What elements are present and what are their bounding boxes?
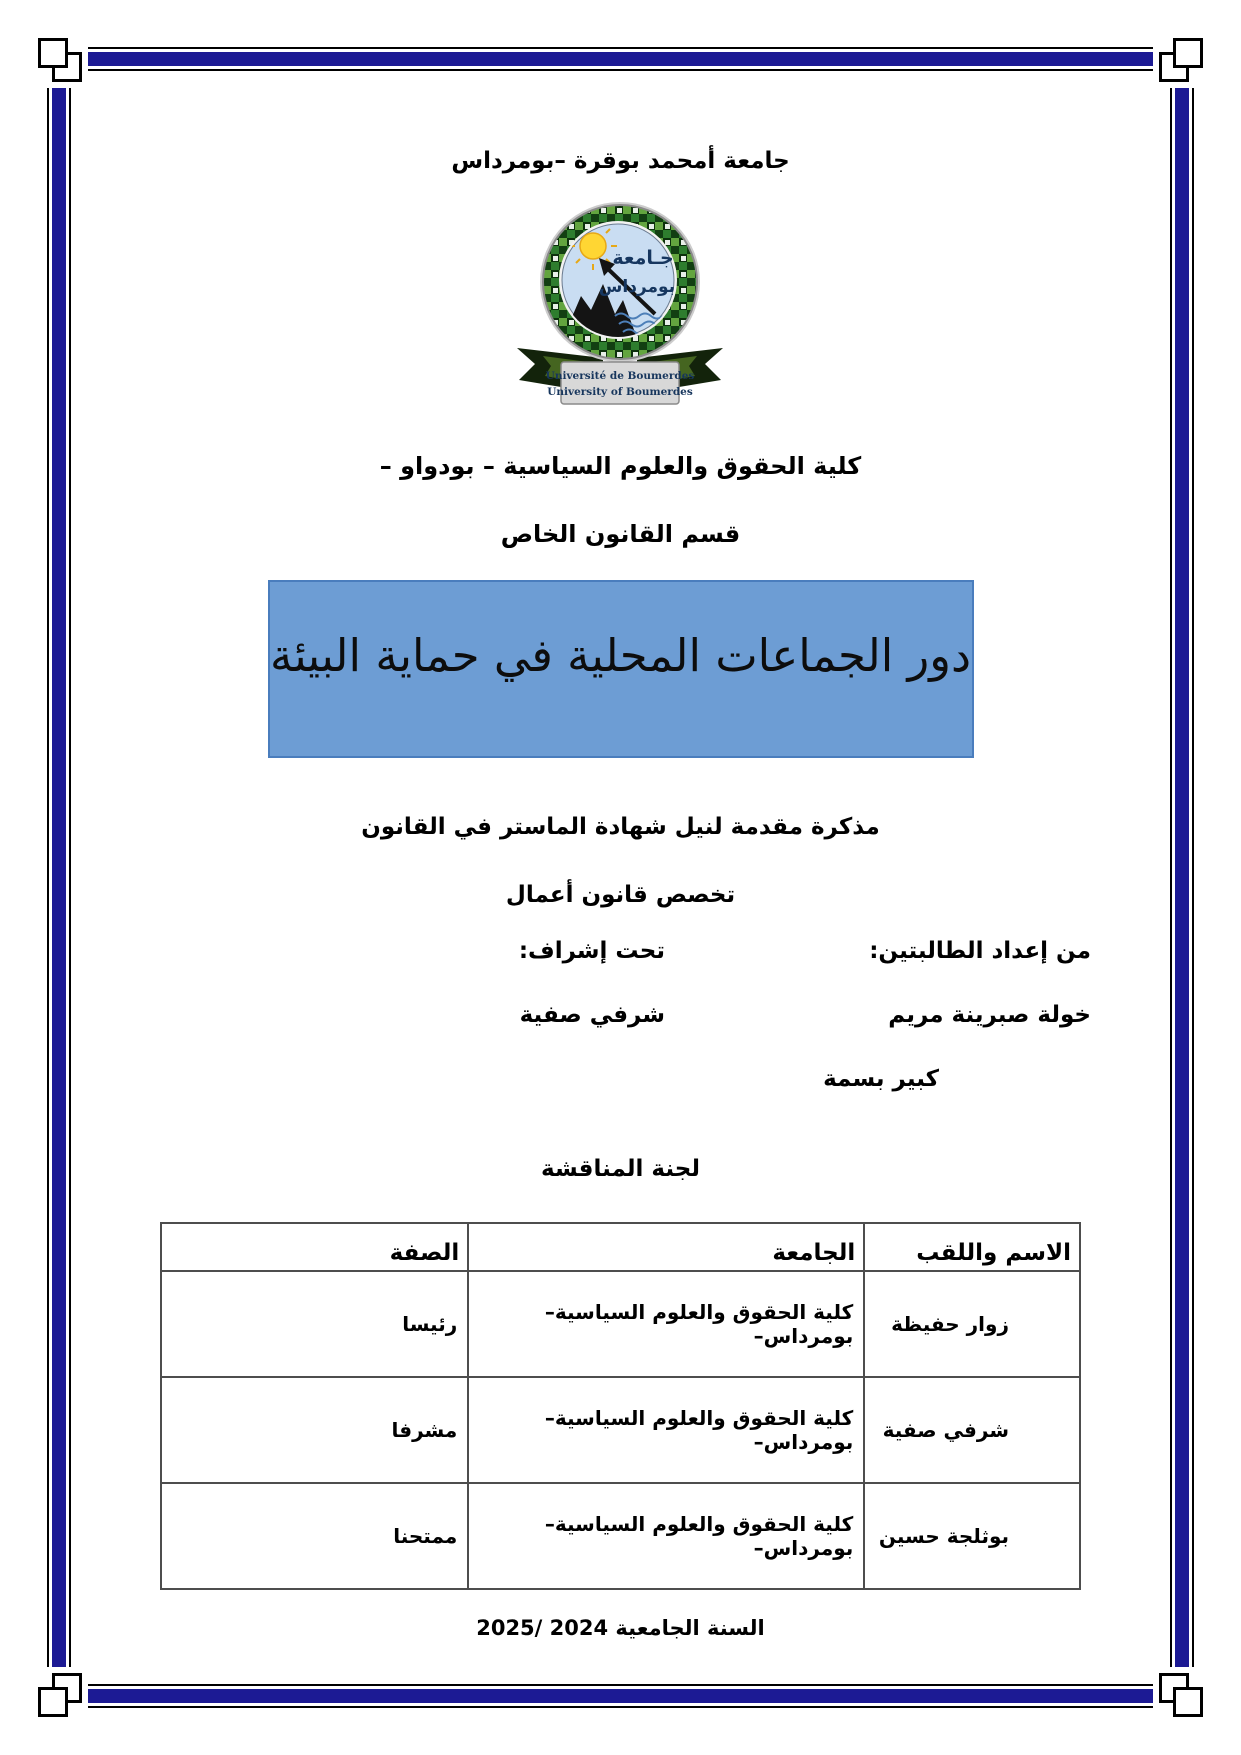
member-name: بوثلجة حسين [864,1483,1080,1589]
committee-table [160,1222,1081,1590]
thesis-title: دور الجماعات المحلية في حماية البيئة [269,628,972,682]
member-university: كلية الحقوق والعلوم السياسية–بومرداس– [468,1483,864,1589]
students-label: من إعداد الطالبتين: [869,938,1091,964]
supervisor-name: شرفي صفية [519,1002,665,1028]
specialty: تخصص قانون أعمال [505,882,736,908]
preparation-section [239,938,1091,1130]
thesis-title-box [268,580,974,758]
column-header-name: الاسم واللقب [864,1223,1080,1271]
thesis-type: مذكرة مقدمة لنيل شهادة الماستر في القانون [361,814,880,840]
logo-arabic-line2: بومرداس [598,277,676,297]
academic-year: السنة الجامعية 2024 /2025 [476,1616,765,1640]
table-row [161,1483,1080,1589]
member-role: ممتحنا [161,1483,468,1589]
logo-banner-line2: University of Boumerdes [547,386,693,398]
department-name: قسم القانون الخاص [500,520,741,548]
logo-arabic-line1: جـامعة [612,247,674,269]
university-name: جامعة أمحمد بوقرة –بومرداس [451,148,790,174]
member-university: كلية الحقوق والعلوم السياسية–بومرداس– [468,1271,864,1377]
page-content [80,0,1161,1755]
university-logo [80,198,1161,408]
member-name: زوار حفيظة [864,1271,1080,1377]
table-row [161,1377,1080,1483]
university-emblem-graphic [503,198,738,408]
committee-heading: لجنة المناقشة [541,1156,700,1182]
logo-banner-line1: Université de Boumerdes [545,370,695,382]
member-role: مشرفا [161,1377,468,1483]
column-header-role: الصفة [161,1223,468,1271]
table-header-row [161,1223,1080,1271]
faculty-name: كلية الحقوق والعلوم السياسية – بودواو – [379,452,862,480]
supervisor-label: تحت إشراف: [518,938,665,964]
column-header-university: الجامعة [468,1223,864,1271]
member-role: رئيسا [161,1271,468,1377]
supervisor-column [401,938,665,1130]
member-name: شرفي صفية [864,1377,1080,1483]
students-column [665,938,1091,1130]
student-name: كبير بسمة [823,1066,939,1092]
sun-icon [580,233,606,259]
table-row [161,1271,1080,1377]
student-name: خولة صبرينة مريم [888,1002,1091,1028]
member-university: كلية الحقوق والعلوم السياسية–بومرداس– [468,1377,864,1483]
